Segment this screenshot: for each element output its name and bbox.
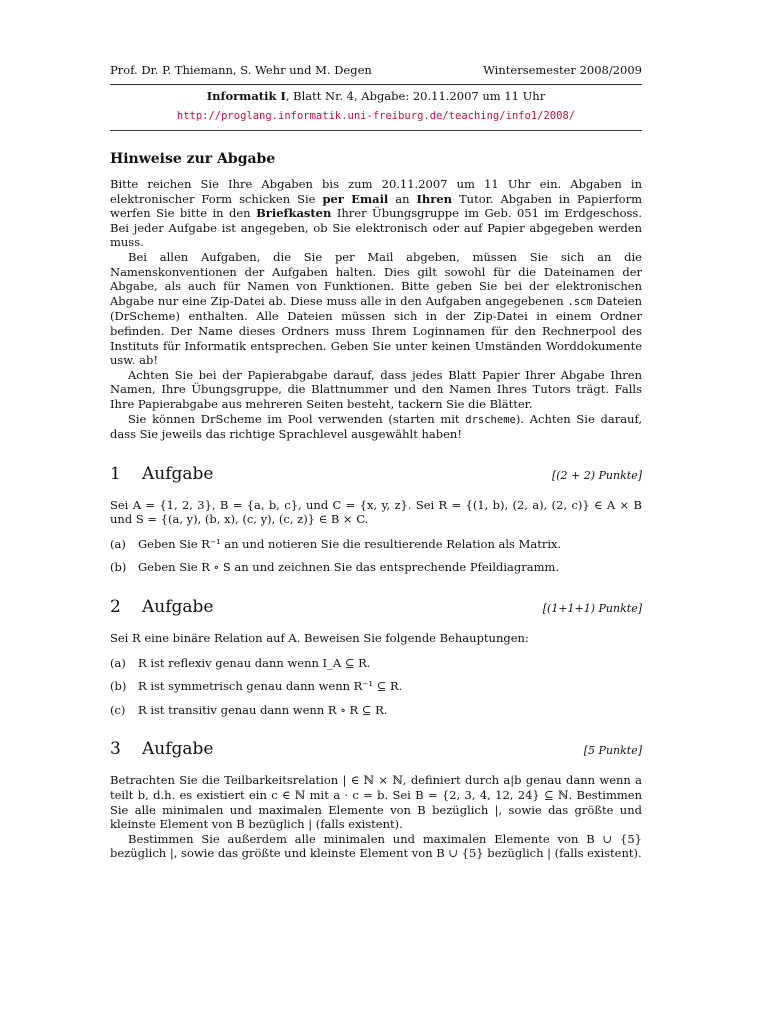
hints-paragraph-1: Bitte reichen Sie Ihre Abgaben bis zum 20.11.2007 um 11 Uhr ein. Abgaben in elektronischer Form schicken Sie per Email an Ihren Tutor. Abgaben in Papierform werfen Sie bitte in den Briefkasten Ihrer Übungsgruppe im Geb. 051 im Erdgeschoss. Bei jeder Aufgabe ist angegeben, ob Sie elektronisch oder auf Papier abgegeben werden muss. — [110, 177, 642, 250]
section-1-heading — [110, 464, 642, 484]
section-1-intro: Sei A = {1, 2, 3}, B = {a, b, c}, und C = {x, y, z}. Sei R = {(1, b), (2, a), (2, c)} ∈ A × B und S = {(a, y), (b, x), (c, y), (c, z)} ∈ B × C. — [110, 497, 642, 527]
section-2-heading — [110, 597, 642, 617]
section-3-paragraph-1: Betrachten Sie die Teilbarkeitsrelation | ∈ ℕ × ℕ, definiert durch a|b genau dann wenn a teilt b, d.h. es existiert ein c ∈ ℕ mit a · c = b. Sei B = {2, 3, 4, 12, 24} ⊆ ℕ. Bestimmen Sie alle minimalen und maximalen Elemente von B bezüglich |, sowie das größte und kleinste Element von B bezüglich | (falls existent). — [110, 773, 642, 832]
hints-paragraph-4: Sie können DrScheme im Pool verwenden (starten mit drscheme). Achten Sie darauf, dass Sie jeweils das richtige Sprachlevel ausgewählt haben! — [110, 411, 642, 442]
section-points: [(1+1+1) Punkte] — [542, 602, 642, 616]
section-number: 2 — [110, 597, 121, 618]
section-points: [(2 + 2) Punkte] — [551, 468, 642, 482]
hints-heading: Hinweise zur Abgabe — [110, 151, 276, 167]
section-2-intro: Sei R eine binäre Relation auf A. Beweisen Sie folgende Behauptungen: — [110, 631, 529, 646]
section-3-paragraph-2: Bestimmen Sie außerdem alle minimalen und maximalen Elemente von B ∪ {5} bezüglich |, sowie das größte und kleinste Element von B ∪ {5} bezüglich | (falls existent). — [110, 831, 642, 861]
list-item: (b) R ist symmetrisch genau dann wenn R⁻¹ ⊆ R. — [110, 679, 403, 694]
header-rule-top — [110, 84, 642, 85]
semester: Wintersemester 2008/2009 — [483, 63, 642, 77]
section-title: Aufgabe — [142, 597, 214, 618]
hints-paragraph-2: Bei allen Aufgaben, die Sie per Mail abgeben, müssen Sie sich an die Namenskonventionen der Aufgaben halten. Dies gilt sowohl für die Dateinamen der Abgabe, als auch für Namen von Funktionen. Bitte geben Sie bei der elektronischen Abgabe nur eine Zip-Datei ab. Diese muss alle in den Aufgaben angegebenen .scm Dateien (DrScheme) enthalten. Alle Dateien müssen sich in der Zip-Datei in einem Ordner befinden. Der Name dieses Ordners muss Ihrem Loginnamen für den Rechnerpool des Instituts für Informatik entsprechen. Geben Sie unter keinen Umständen Worddokumente usw. ab! — [110, 249, 642, 368]
sheet-info: , Blatt Nr. 4, Abgabe: 20.11.2007 um 11 Uhr — [285, 89, 546, 103]
section-title: Aufgabe — [142, 463, 214, 484]
list-item: (c) R ist transitiv genau dann wenn R ∘ R ⊆ R. — [110, 702, 388, 717]
exercise-sheet — [110, 62, 642, 861]
header-rule-bottom — [110, 130, 642, 131]
section-title: Aufgabe — [142, 739, 214, 760]
hints-paragraph-3: Achten Sie bei der Papierabgabe darauf, dass jedes Blatt Papier Ihrer Abgabe Ihren Namen, Ihre Übungsgruppe, die Blattnummer und den Namen Ihres Tutors trägt. Falls Ihre Papierabgabe aus mehreren Seiten besteht, tackern Sie die Blätter. — [110, 367, 642, 411]
course-name: Informatik I — [206, 89, 286, 103]
section-points: [5 Punkte] — [583, 744, 642, 758]
course-url-link[interactable]: http://proglang.informatik.uni-freiburg.de/teaching/info1/2008/ — [176, 110, 576, 122]
section-1-items — [110, 537, 642, 575]
authors: Prof. Dr. P. Thiemann, S. Wehr und M. Degen — [110, 63, 372, 77]
list-item: (a) Geben Sie R⁻¹ an und notieren Sie die resultierende Relation als Matrix. — [110, 536, 562, 551]
section-number: 1 — [110, 463, 121, 484]
sheet-title — [110, 89, 642, 104]
section-3-heading — [110, 739, 642, 759]
list-item: (b) Geben Sie R ∘ S an und zeichnen Sie das entsprechende Pfeildiagramm. — [110, 560, 560, 575]
section-2-items — [110, 656, 642, 718]
page-header — [110, 62, 642, 78]
list-item: (a) R ist reflexiv genau dann wenn I_A ⊆ R. — [110, 655, 371, 670]
section-number: 3 — [110, 739, 121, 760]
